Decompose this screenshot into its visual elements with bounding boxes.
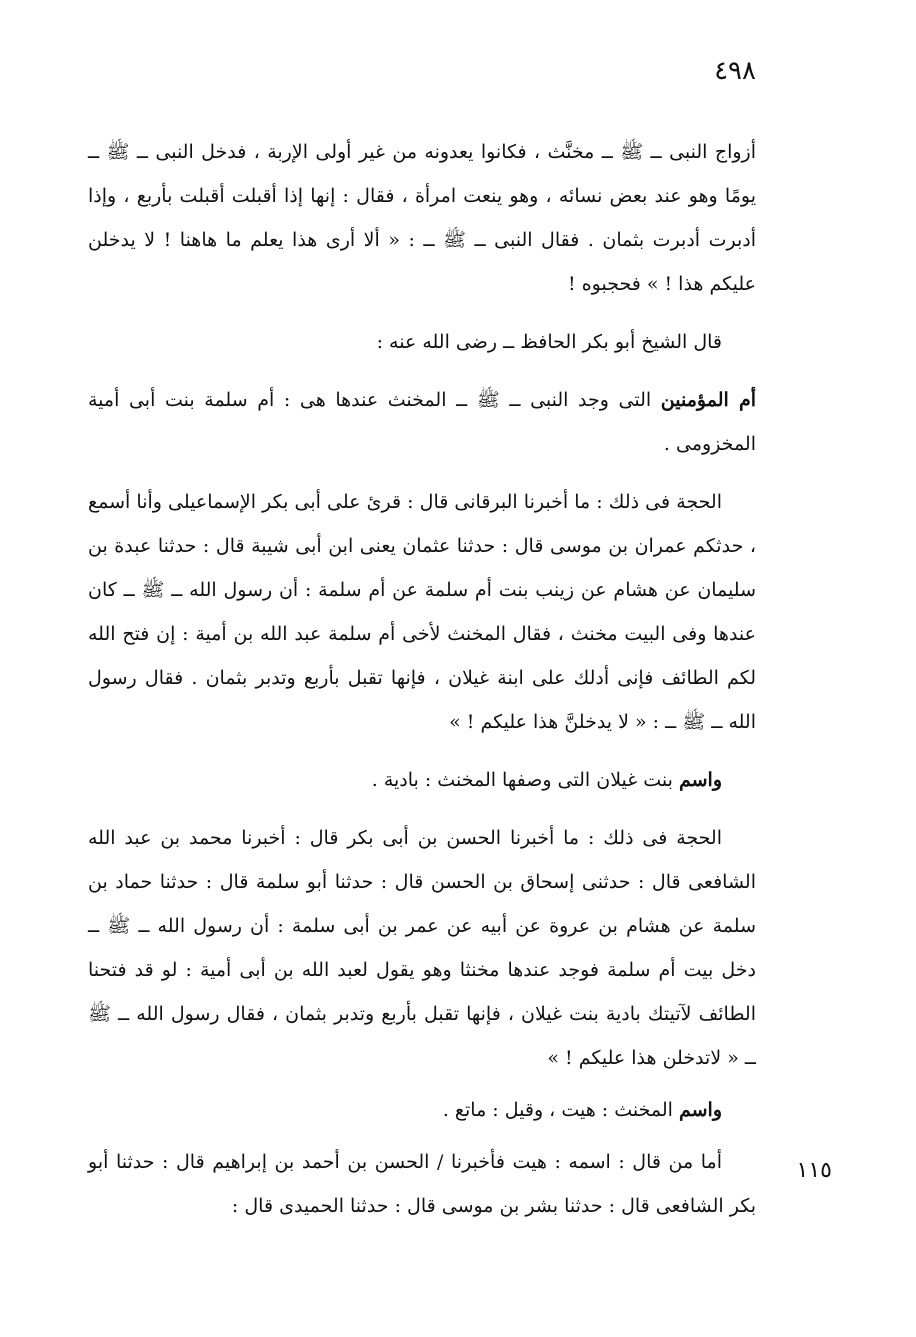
paragraph	[88, 378, 756, 466]
paragraph	[88, 816, 756, 1080]
paragraph-text: الحجة فى ذلك : ما أخبرنا الحسن بن أبى بكر قال : أخبرنا محمد بن عبد الله الشافعى قال : حدثنى إسحاق بن الحسن قال : حدثنا أبو سلمة قال : حدثنا حماد بن سلمة عن هشام بن عروة عن أبيه عن عمر بن أبى سلمة : أن رسول الله ــ ﷺ ــ دخل بيت أم سلمة فوجد عندها مخنثا وهو يقول لعبد الله بن أبى أمية : لو قد فتحنا الطائف لآتيتك بادية بنت غيلان ، فإنها تقبل بأربع وتدبر بثمان ، فقال رسول الله ــ ﷺ ــ « لاتدخلن هذا عليكم ! »	[88, 827, 756, 1069]
paragraph-text: بنت غيلان التى وصفها المخنث : بادية .	[371, 769, 679, 791]
paragraph-lead: واسم	[678, 769, 722, 791]
margin-note-number: ١١٥	[796, 1158, 832, 1183]
page-number: ٤٩٨	[714, 56, 756, 86]
paragraph	[88, 130, 756, 306]
paragraph-lead: أم المؤمنين	[660, 389, 756, 411]
paragraph	[88, 1088, 756, 1132]
paragraph	[88, 1140, 756, 1228]
paragraph-text: المخنث : هيت ، وقيل : ماتع .	[442, 1099, 679, 1121]
paragraph-text: أما من قال : اسمه : هيت فأخبرنا / الحسن بن أحمد بن إبراهيم قال : حدثنا أبو بكر الشافعى قال : حدثنا بشر بن موسى قال : حدثنا الحميدى قال :	[88, 1151, 756, 1217]
paragraph	[88, 480, 756, 744]
paragraph	[88, 320, 756, 364]
paragraph-text: قال الشيخ أبو بكر الحافظ ــ رضى الله عنه :	[376, 331, 722, 353]
paragraph-lead: واسم	[678, 1099, 722, 1121]
paragraph-text: التى وجد النبى ــ ﷺ ــ المخنث عندها هى : أم سلمة بنت أبى أمية المخزومى .	[88, 389, 756, 455]
paragraph-text: الحجة فى ذلك : ما أخبرنا البرقانى قال : قرئ على أبى بكر الإسماعيلى وأنا أسمع ، حدثكم عمران بن موسى قال : حدثنا عثمان يعنى ابن أبى شيبة قال : حدثنا عبدة بن سليمان عن هشام عن زينب بنت أم سلمة عن أم سلمة : أن رسول الله ــ ﷺ ــ كان عندها وفى البيت مخنث ، فقال المخنث لأخى أم سلمة عبد الله بن أمية : إن فتح الله لكم الطائف فإنى أدلك على ابنة غيلان ، فإنها تقبل بأربع وتدبر بثمان . فقال رسول الله ــ ﷺ ــ : « لا يدخلنَّ هذا عليكم ! »	[88, 491, 756, 733]
body-text	[88, 130, 756, 1242]
paragraph-text: أزواج النبى ــ ﷺ ــ مخنَّث ، فكانوا يعدونه من غير أولى الإربة ، فدخل النبى ــ ﷺ ــ يومًا وهو عند بعض نسائه ، وهو ينعت امرأة ، فقال : إنها إذا أقبلت أقبلت بأربع ، وإذا أدبرت أدبرت بثمان . فقال النبى ــ ﷺ ــ : « ألا أرى هذا يعلم ما هاهنا ! لا يدخلن عليكم هذا ! » فحجبوه !	[88, 141, 756, 295]
paragraph	[88, 758, 756, 802]
